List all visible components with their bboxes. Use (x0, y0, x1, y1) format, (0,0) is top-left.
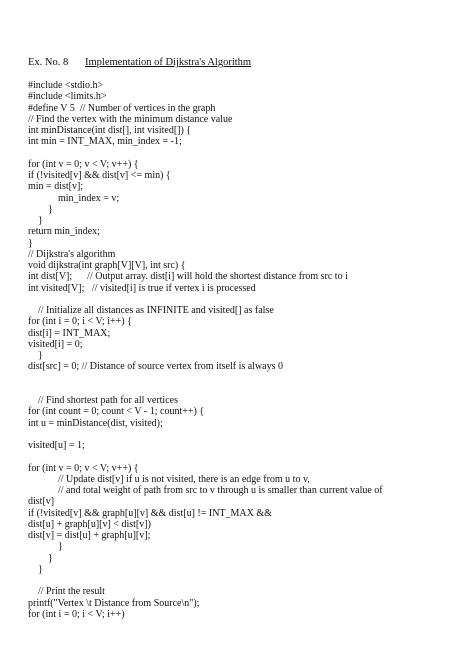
code-line: // Initialize all distances as INFINITE and visited[] as false (28, 305, 274, 316)
code-line (28, 384, 468, 395)
code-line: // Dijkstra's algorithm (28, 248, 116, 260)
code-line: dist[u] + graph[u][v] < dist[v]) (28, 518, 151, 530)
code-line: dist[v] = dist[u] + graph[u][v]; (28, 530, 151, 541)
code-line: #define V 5 // Number of vertices in the graph (28, 102, 216, 114)
code-line: for (int i = 0; i < V; i++) (28, 608, 125, 620)
code-line: for (int i = 0; i < V; i++) { (28, 316, 132, 328)
code-line: if (!visited[v] && dist[v] <= min) { (28, 170, 171, 181)
code-line: } (28, 237, 33, 249)
code-line: for (int v = 0; v < V; v++) { (28, 158, 139, 170)
exercise-number: Ex. No. 8 (28, 57, 69, 68)
code-line: min = dist[v]; (28, 181, 84, 193)
code-line: } (28, 215, 43, 226)
code-line: // and total weight of path from src to v through u is smaller than current value of (28, 485, 383, 496)
code-line: // Find shortest path for all vertices (28, 395, 178, 406)
code-line (28, 575, 468, 586)
exercise-title: Implementation of Dijkstra's Algorithm (85, 57, 252, 68)
code-listing (28, 80, 468, 620)
code-line: int minDistance(int dist[], int visited[]) { (28, 125, 192, 136)
code-line: // Find the vertex with the minimum distance value (28, 113, 233, 125)
code-line: } (28, 552, 53, 564)
code-line: } (28, 563, 43, 575)
code-line: return min_index; (28, 226, 100, 238)
code-line: dist[v] (28, 496, 55, 508)
code-line: // Update dist[v] if u is not visited, there is an edge from u to v, (28, 473, 310, 485)
code-line: int visited[V]; // visited[i] is true if vertex i is processed (28, 282, 256, 294)
code-line: #include <stdio.h> (28, 80, 104, 91)
code-line: dist[src] = 0; // Distance of source vertex from itself is always 0 (28, 361, 284, 373)
code-line: visited[u] = 1; (28, 440, 85, 451)
code-line: dist[i] = INT_MAX; (28, 327, 111, 339)
code-line: visited[i] = 0; (28, 338, 83, 350)
code-line: // Print the result (28, 586, 105, 598)
code-line: #include <limits.h> (28, 91, 107, 103)
code-line: } (28, 203, 53, 215)
code-line: printf("Vertex \t Distance from Source\n"); (28, 597, 200, 609)
code-line: min_index = v; (28, 192, 120, 204)
code-line: int u = minDistance(dist, visited); (28, 417, 163, 429)
code-line (28, 451, 468, 462)
exercise-heading (28, 56, 251, 69)
code-line: } (28, 541, 63, 553)
code-line: } (28, 350, 43, 361)
code-line (28, 373, 468, 384)
code-line: if (!visited[v] && graph[u][v] && dist[u] != INT_MAX && (28, 507, 272, 519)
code-line (28, 148, 468, 159)
code-line: void dijkstra(int graph[V][V], int src) { (28, 260, 186, 271)
code-line: for (int v = 0; v < V; v++) { (28, 462, 139, 474)
code-line: for (int count = 0; count < V - 1; count++) { (28, 406, 205, 418)
code-line (28, 294, 468, 305)
code-line (28, 429, 468, 440)
code-line: int dist[V]; // Output array. dist[i] will hold the shortest distance from src to i (28, 271, 348, 283)
code-line: int min = INT_MAX, min_index = -1; (28, 136, 182, 148)
